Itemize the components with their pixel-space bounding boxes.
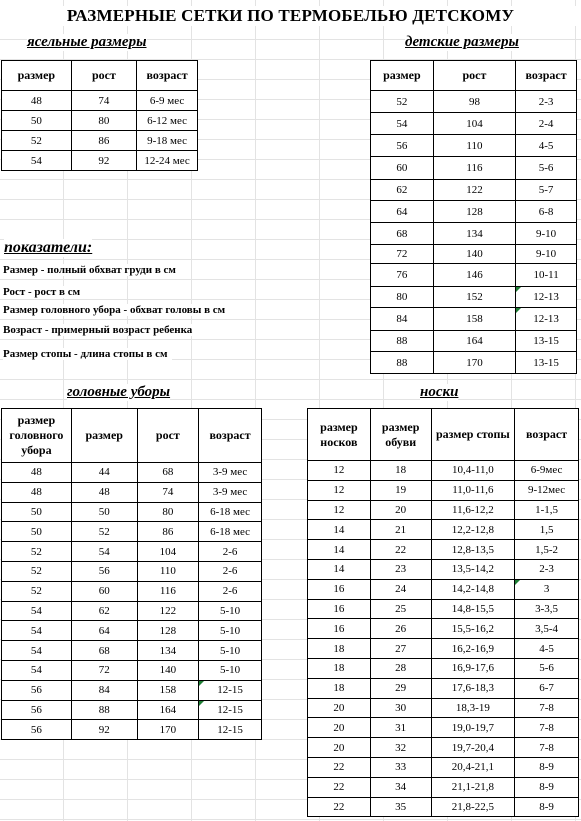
table-cell: 11,6-12,2	[431, 500, 515, 520]
table-cell: 12	[308, 500, 371, 520]
table-cell: 19	[370, 480, 431, 500]
table-row	[308, 797, 579, 817]
table-cell: 68	[371, 223, 434, 245]
table-cell: 13-15	[516, 352, 577, 374]
table-cell: 2-3	[515, 559, 579, 579]
table-row	[2, 131, 198, 151]
table-cell: 9-10	[516, 223, 577, 245]
table-cell: 20,4-21,1	[431, 757, 515, 777]
table-cell: 80	[71, 111, 137, 131]
table-cell: 2-6	[199, 561, 262, 581]
table-cell: 2-3	[516, 91, 577, 113]
table-row	[371, 331, 577, 352]
table-cell: 50	[71, 502, 137, 522]
table-cell: 5-10	[199, 641, 262, 661]
table-cell: 98	[433, 91, 515, 113]
table-cell: 68	[71, 641, 137, 661]
table-row	[371, 201, 577, 223]
socks-header-0: размер носков	[308, 409, 371, 461]
table-cell: 18	[370, 461, 431, 481]
table-row	[371, 264, 577, 287]
table-cell: 54	[2, 641, 72, 661]
table-cell: 92	[71, 720, 137, 740]
nursery-header-0: размер	[2, 61, 72, 91]
table-cell: 50	[2, 111, 72, 131]
table-row	[371, 245, 577, 264]
table-cell: 134	[433, 223, 515, 245]
table-cell: 60	[71, 581, 137, 601]
table-cell: 54	[2, 621, 72, 641]
table-row	[2, 621, 262, 641]
table-cell: 21,8-22,5	[431, 797, 515, 817]
kids-heading: детские размеры	[405, 34, 519, 50]
table-cell: 1-1,5	[515, 500, 579, 520]
table-row	[2, 641, 262, 661]
table-cell: 134	[137, 641, 199, 661]
table-cell: 11,0-11,6	[431, 480, 515, 500]
table-cell: 15,5-16,2	[431, 619, 515, 639]
table-cell: 54	[371, 113, 434, 135]
table-cell: 20	[370, 500, 431, 520]
table-cell: 88	[371, 352, 434, 374]
table-cell: 6-18 мес	[199, 502, 262, 522]
table-cell: 7-8	[515, 738, 579, 758]
table-cell: 54	[2, 151, 72, 171]
socks-header-1: размер обуви	[370, 409, 431, 461]
table-row	[2, 601, 262, 621]
kids-header-1: рост	[433, 61, 515, 91]
table-cell: 56	[2, 720, 72, 740]
table-cell: 18	[308, 658, 371, 678]
table-cell: 4-5	[515, 639, 579, 659]
table-cell: 54	[2, 660, 72, 680]
table-row	[308, 461, 579, 481]
table-cell: 116	[433, 157, 515, 180]
table-cell: 52	[2, 561, 72, 581]
table-row	[2, 561, 262, 581]
table-cell: 16	[308, 599, 371, 619]
table-cell: 64	[71, 621, 137, 641]
table-cell: 13,5-14,2	[431, 559, 515, 579]
table-cell: 7-8	[515, 718, 579, 738]
hats-header-3: возраст	[199, 409, 262, 463]
table-row	[371, 308, 577, 331]
hats-header-0: размер головного убора	[2, 409, 72, 463]
table-cell: 1,5-2	[515, 540, 579, 560]
table-cell: 9-12мес	[515, 480, 579, 500]
table-cell: 3-9 мес	[199, 463, 262, 483]
nursery-header-2: возраст	[137, 61, 198, 91]
table-cell: 56	[2, 680, 72, 700]
table-row	[308, 579, 579, 599]
table-cell: 6-7	[515, 678, 579, 698]
table-cell: 110	[137, 561, 199, 581]
table-cell: 86	[71, 131, 137, 151]
table-cell: 34	[370, 777, 431, 797]
table-cell: 140	[433, 245, 515, 264]
table-row	[2, 522, 262, 542]
table-cell: 68	[137, 463, 199, 483]
table-cell: 13-15	[516, 331, 577, 352]
table-row	[308, 757, 579, 777]
table-cell: 12-13	[516, 287, 577, 308]
hats-header-2: рост	[137, 409, 199, 463]
table-cell: 19,7-20,4	[431, 738, 515, 758]
table-row	[371, 287, 577, 308]
table-cell: 19,0-19,7	[431, 718, 515, 738]
table-cell: 52	[2, 131, 72, 151]
hats-header-1: размер	[71, 409, 137, 463]
table-row	[308, 559, 579, 579]
table-cell: 62	[371, 180, 434, 201]
table-row	[308, 777, 579, 797]
table-cell: 2-4	[516, 113, 577, 135]
table-cell: 12-15	[199, 680, 262, 700]
table-cell: 29	[370, 678, 431, 698]
table-cell: 6-8	[516, 201, 577, 223]
table-row	[308, 678, 579, 698]
table-cell: 33	[370, 757, 431, 777]
table-cell: 10-11	[516, 264, 577, 287]
table-cell: 8-9	[515, 777, 579, 797]
table-cell: 2-6	[199, 542, 262, 562]
table-cell: 21,1-21,8	[431, 777, 515, 797]
table-cell: 62	[71, 601, 137, 621]
table-row	[2, 482, 262, 502]
table-cell: 54	[2, 601, 72, 621]
table-row	[2, 151, 198, 171]
table-cell: 8-9	[515, 757, 579, 777]
table-row	[371, 113, 577, 135]
table-row	[2, 720, 262, 740]
table-cell: 56	[2, 700, 72, 720]
table-cell: 3-3,5	[515, 599, 579, 619]
table-cell: 9-10	[516, 245, 577, 264]
table-cell: 164	[433, 331, 515, 352]
table-cell: 110	[433, 135, 515, 157]
table-row	[308, 639, 579, 659]
table-cell: 28	[370, 658, 431, 678]
table-row	[308, 718, 579, 738]
table-cell: 17,6-18,3	[431, 678, 515, 698]
table-row	[371, 352, 577, 374]
table-cell: 8-9	[515, 797, 579, 817]
table-cell: 18	[308, 678, 371, 698]
table-cell: 48	[71, 482, 137, 502]
table-cell: 56	[71, 561, 137, 581]
table-cell: 52	[71, 522, 137, 542]
table-cell: 5-7	[516, 180, 577, 201]
table-cell: 128	[433, 201, 515, 223]
table-cell: 170	[137, 720, 199, 740]
table-cell: 88	[71, 700, 137, 720]
indicator-age: Возраст - примерный возраст ребенка	[3, 324, 196, 336]
table-cell: 14	[308, 559, 371, 579]
table-cell: 72	[371, 245, 434, 264]
nursery-heading: ясельные размеры	[27, 34, 147, 50]
table-cell: 48	[2, 482, 72, 502]
table-cell: 122	[433, 180, 515, 201]
table-cell: 64	[371, 201, 434, 223]
table-cell: 56	[371, 135, 434, 157]
table-cell: 3	[515, 579, 579, 599]
table-row	[2, 660, 262, 680]
table-cell: 44	[71, 463, 137, 483]
table-row	[308, 658, 579, 678]
kids-table	[370, 60, 577, 374]
table-cell: 72	[71, 660, 137, 680]
kids-header-0: размер	[371, 61, 434, 91]
table-cell: 14,2-14,8	[431, 579, 515, 599]
table-cell: 16	[308, 619, 371, 639]
table-row	[2, 502, 262, 522]
table-cell: 21	[370, 520, 431, 540]
table-cell: 6-9 мес	[137, 91, 198, 111]
table-row	[2, 581, 262, 601]
table-cell: 12-24 мес	[137, 151, 198, 171]
table-cell: 32	[370, 738, 431, 758]
nursery-header-1: рост	[71, 61, 137, 91]
table-cell: 16	[308, 579, 371, 599]
kids-header-2: возраст	[516, 61, 577, 91]
table-cell: 84	[71, 680, 137, 700]
table-cell: 88	[371, 331, 434, 352]
table-cell: 164	[137, 700, 199, 720]
table-cell: 3,5-4	[515, 619, 579, 639]
table-row	[2, 700, 262, 720]
table-cell: 5-10	[199, 621, 262, 641]
table-cell: 22	[308, 797, 371, 817]
table-cell: 6-9мес	[515, 461, 579, 481]
table-cell: 170	[433, 352, 515, 374]
table-row	[308, 480, 579, 500]
table-row	[308, 738, 579, 758]
table-cell: 5-10	[199, 660, 262, 680]
table-cell: 60	[371, 157, 434, 180]
table-cell: 92	[71, 151, 137, 171]
table-cell: 5-10	[199, 601, 262, 621]
table-cell: 24	[370, 579, 431, 599]
table-row	[308, 698, 579, 718]
table-cell: 146	[433, 264, 515, 287]
table-cell: 14	[308, 520, 371, 540]
table-cell: 16,2-16,9	[431, 639, 515, 659]
table-row	[2, 91, 198, 111]
page-title: РАЗМЕРНЫЕ СЕТКИ ПО ТЕРМОБЕЛЬЮ ДЕТСКОМУ	[0, 6, 581, 26]
table-cell: 10,4-11,0	[431, 461, 515, 481]
table-cell: 116	[137, 581, 199, 601]
socks-heading: носки	[420, 384, 459, 400]
table-cell: 3-9 мес	[199, 482, 262, 502]
table-cell: 20	[308, 738, 371, 758]
table-cell: 74	[137, 482, 199, 502]
table-cell: 48	[2, 463, 72, 483]
table-cell: 18,3-19	[431, 698, 515, 718]
table-cell: 52	[2, 581, 72, 601]
table-cell: 1,5	[515, 520, 579, 540]
table-cell: 104	[137, 542, 199, 562]
table-cell: 12-15	[199, 720, 262, 740]
table-row	[371, 223, 577, 245]
hats-heading: головные уборы	[67, 384, 171, 400]
table-cell: 35	[370, 797, 431, 817]
table-cell: 12,2-12,8	[431, 520, 515, 540]
table-cell: 12	[308, 480, 371, 500]
table-row	[308, 619, 579, 639]
indicator-size: Размер - полный обхват груди в см	[3, 264, 180, 276]
table-cell: 12	[308, 461, 371, 481]
table-cell: 52	[2, 542, 72, 562]
table-row	[2, 111, 198, 131]
table-cell: 80	[137, 502, 199, 522]
table-cell: 9-18 мес	[137, 131, 198, 151]
indicator-height: Рост - рост в см	[3, 286, 84, 298]
table-cell: 14	[308, 540, 371, 560]
table-cell: 104	[433, 113, 515, 135]
indicator-hat-size: Размер головного убора - обхват головы в см	[3, 304, 229, 316]
table-cell: 31	[370, 718, 431, 738]
table-cell: 128	[137, 621, 199, 641]
table-cell: 20	[308, 698, 371, 718]
table-row	[2, 680, 262, 700]
table-cell: 6-12 мес	[137, 111, 198, 131]
table-cell: 23	[370, 559, 431, 579]
table-cell: 84	[371, 308, 434, 331]
table-cell: 26	[370, 619, 431, 639]
table-row	[308, 500, 579, 520]
table-cell: 22	[370, 540, 431, 560]
table-row	[308, 540, 579, 560]
socks-header-2: размер стопы	[431, 409, 515, 461]
table-cell: 80	[371, 287, 434, 308]
table-cell: 158	[137, 680, 199, 700]
table-row	[308, 599, 579, 619]
table-row	[371, 135, 577, 157]
table-cell: 86	[137, 522, 199, 542]
table-cell: 12,8-13,5	[431, 540, 515, 560]
table-cell: 7-8	[515, 698, 579, 718]
indicators-heading: показатели:	[4, 239, 93, 256]
table-cell: 74	[71, 91, 137, 111]
table-cell: 76	[371, 264, 434, 287]
table-cell: 20	[308, 718, 371, 738]
table-row	[2, 463, 262, 483]
table-cell: 50	[2, 522, 72, 542]
table-row	[2, 542, 262, 562]
table-cell: 48	[2, 91, 72, 111]
table-cell: 14,8-15,5	[431, 599, 515, 619]
table-cell: 50	[2, 502, 72, 522]
table-cell: 152	[433, 287, 515, 308]
nursery-table	[1, 60, 198, 171]
table-cell: 140	[137, 660, 199, 680]
socks-header-3: возраст	[515, 409, 579, 461]
table-cell: 12-13	[516, 308, 577, 331]
table-cell: 158	[433, 308, 515, 331]
table-cell: 52	[371, 91, 434, 113]
table-cell: 5-6	[516, 157, 577, 180]
table-cell: 25	[370, 599, 431, 619]
hats-table	[1, 408, 262, 740]
table-cell: 22	[308, 757, 371, 777]
table-row	[371, 157, 577, 180]
table-cell: 4-5	[516, 135, 577, 157]
table-cell: 122	[137, 601, 199, 621]
table-cell: 6-18 мес	[199, 522, 262, 542]
table-cell: 2-6	[199, 581, 262, 601]
table-row	[308, 520, 579, 540]
socks-table	[307, 408, 579, 817]
table-cell: 16,9-17,6	[431, 658, 515, 678]
table-cell: 5-6	[515, 658, 579, 678]
indicator-foot-size: Размер стопы - длина стопы в см	[3, 348, 172, 360]
table-cell: 22	[308, 777, 371, 797]
table-cell: 18	[308, 639, 371, 659]
table-cell: 12-15	[199, 700, 262, 720]
table-cell: 30	[370, 698, 431, 718]
table-row	[371, 91, 577, 113]
table-cell: 27	[370, 639, 431, 659]
table-row	[371, 180, 577, 201]
table-cell: 54	[71, 542, 137, 562]
